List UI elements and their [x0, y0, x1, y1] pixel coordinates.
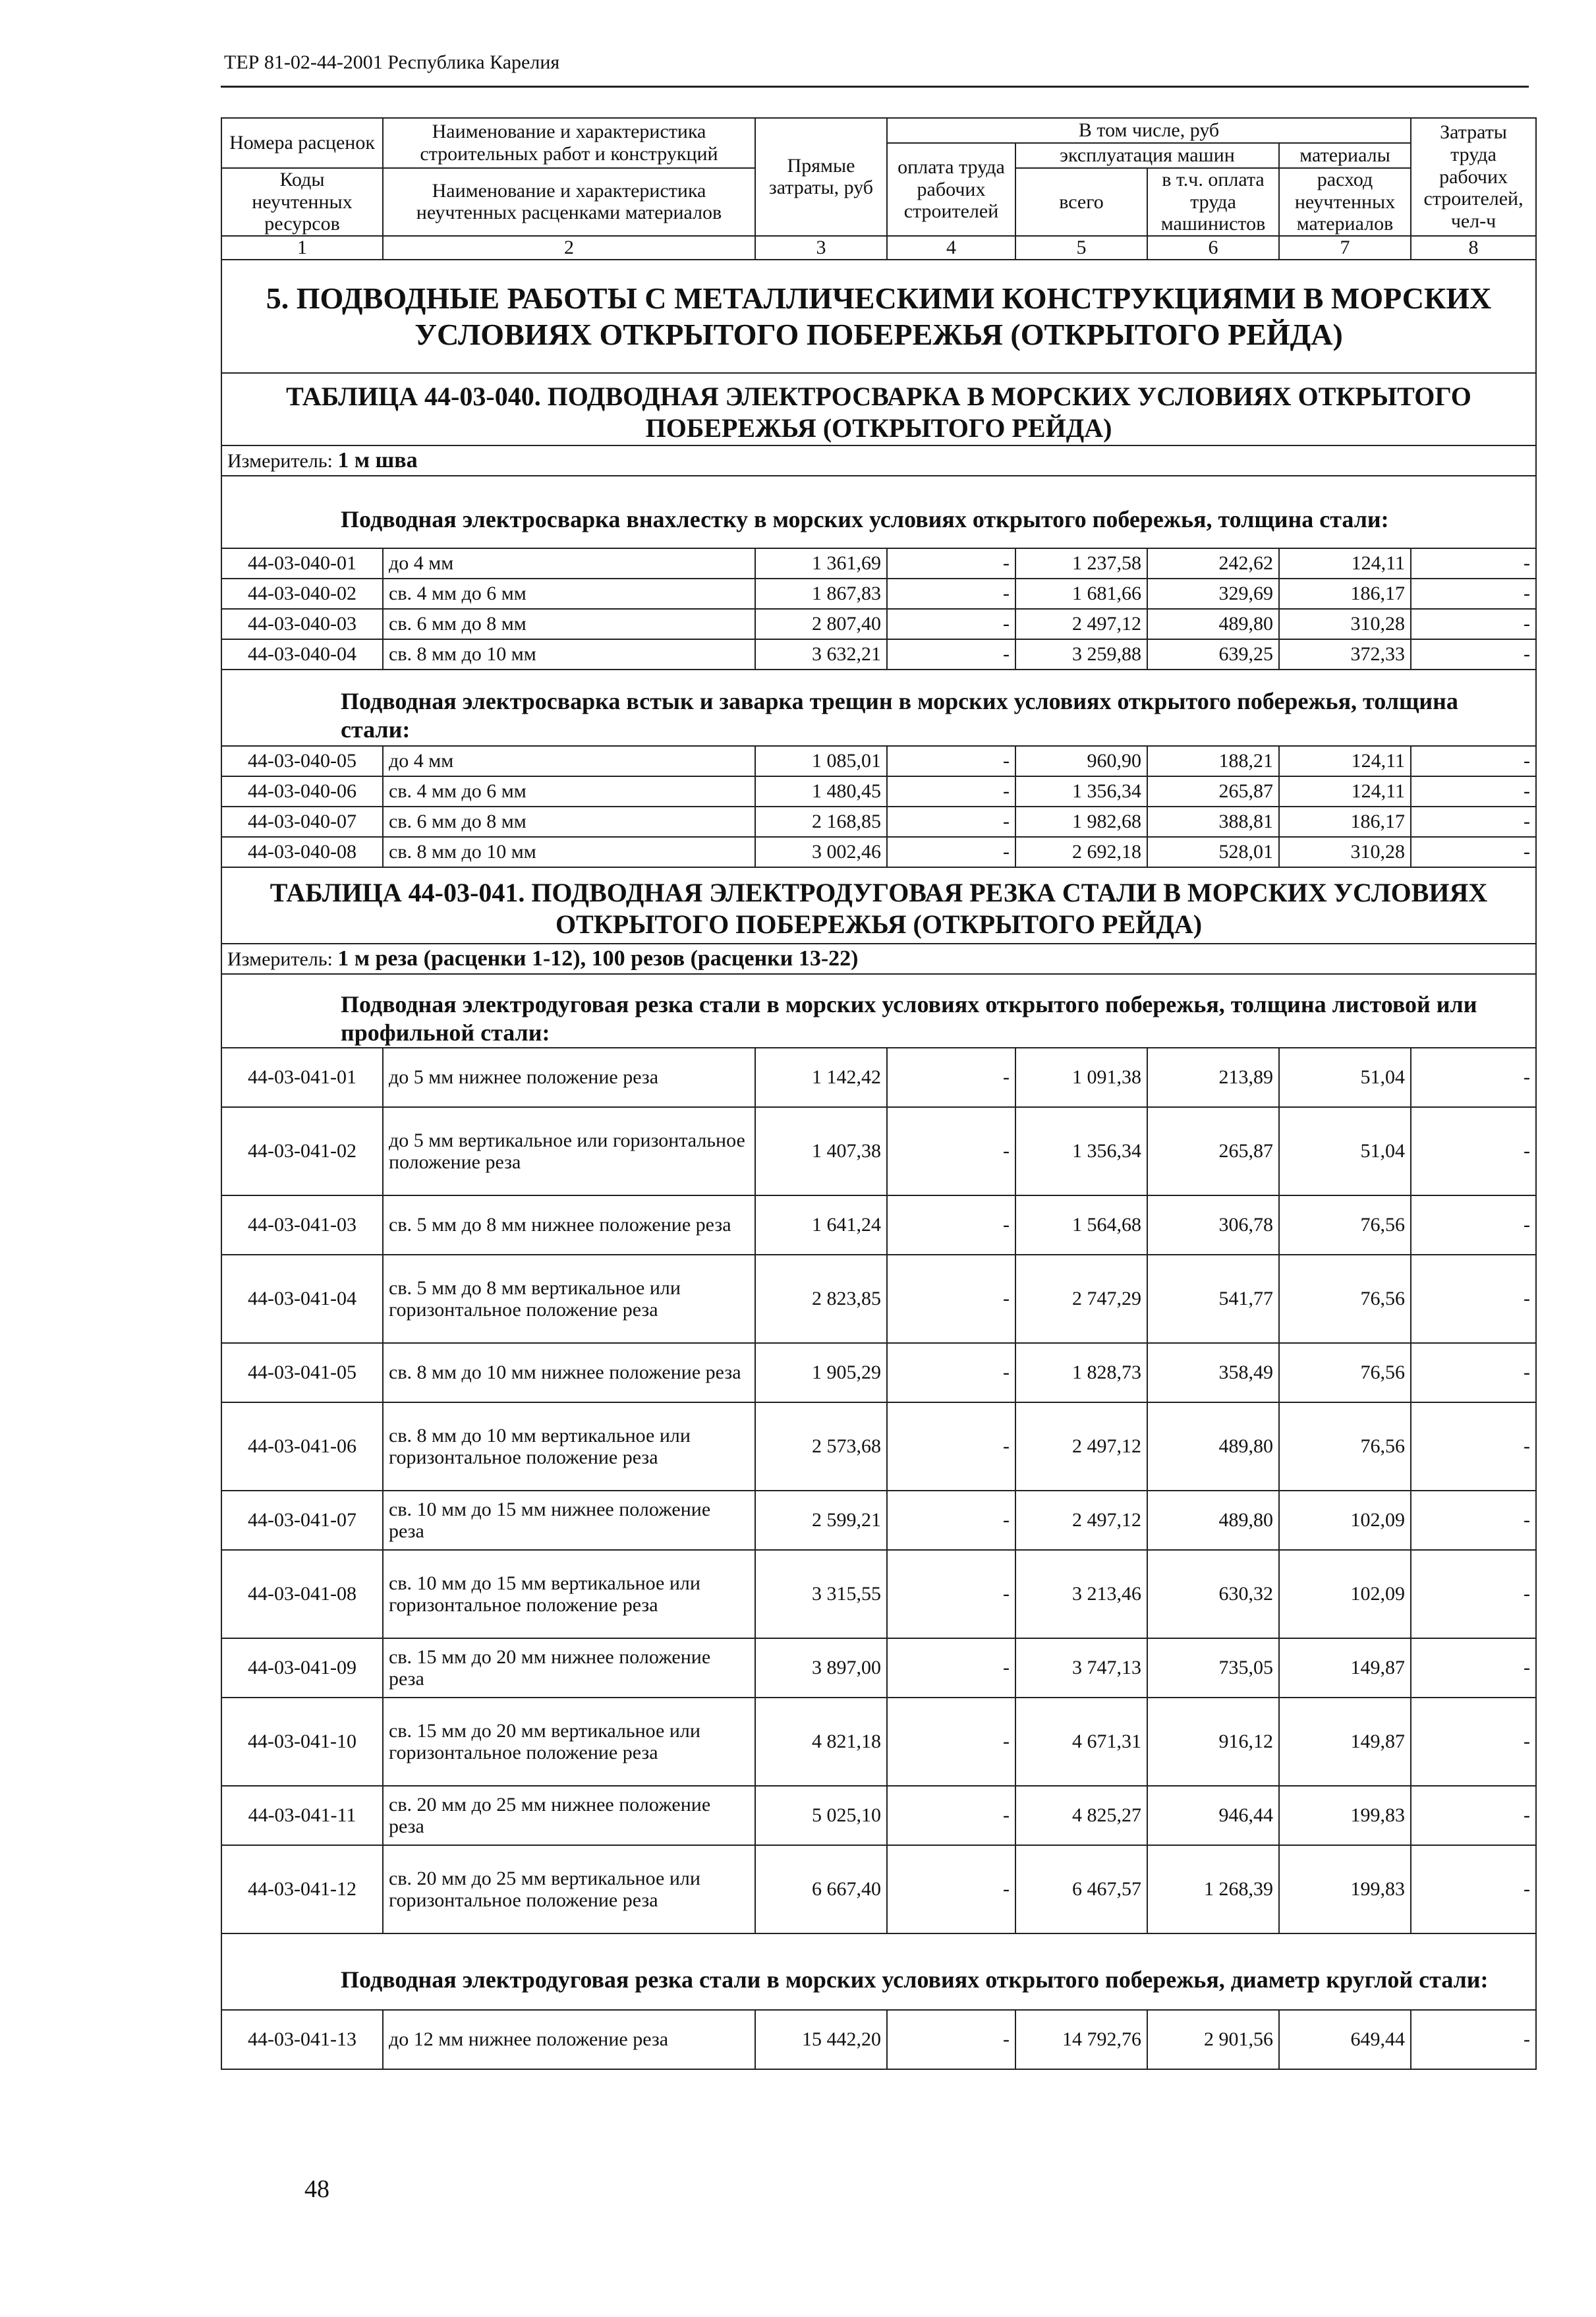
cell-num: 4 821,18	[755, 1698, 887, 1786]
cell-name: св. 5 мм до 8 мм вертикальное или горизонтальное положение реза	[383, 1255, 755, 1343]
cell-num: 2 497,12	[1015, 1402, 1147, 1491]
cell-name: св. 6 мм до 8 мм	[383, 807, 755, 837]
cell-num: 3 747,13	[1015, 1638, 1147, 1698]
cell-name: до 4 мм	[383, 746, 755, 776]
table-row	[221, 1343, 1536, 1402]
section-title-row	[221, 260, 1536, 373]
cell-code: 44-03-040-02	[221, 579, 383, 609]
cell-num: 2 497,12	[1015, 1491, 1147, 1550]
cell-num: 1 142,42	[755, 1048, 887, 1107]
cell-code: 44-03-041-10	[221, 1698, 383, 1786]
cell-dash: -	[1411, 1048, 1536, 1107]
cell-num: 4 825,27	[1015, 1786, 1147, 1845]
cell-num: 639,25	[1147, 639, 1279, 670]
cell-num: 102,09	[1279, 1491, 1411, 1550]
cell-dash: -	[1411, 1107, 1536, 1195]
cell-dash: -	[887, 746, 1015, 776]
cell-num: 358,49	[1147, 1343, 1279, 1402]
cell-code: 44-03-041-09	[221, 1638, 383, 1698]
cell-num: 2 573,68	[755, 1402, 887, 1491]
cell-dash: -	[887, 1638, 1015, 1698]
cell-num: 1 407,38	[755, 1107, 887, 1195]
cell-num: 4 671,31	[1015, 1698, 1147, 1786]
cell-num: 489,80	[1147, 609, 1279, 639]
cell-dash: -	[1411, 1402, 1536, 1491]
cell-num: 1 268,39	[1147, 1845, 1279, 1933]
cell-num: 265,87	[1147, 1107, 1279, 1195]
cell-num: 1 085,01	[755, 746, 887, 776]
cell-num: 3 259,88	[1015, 639, 1147, 670]
cell-code: 44-03-041-08	[221, 1550, 383, 1638]
measure-label: Измеритель:	[227, 449, 333, 472]
cell-num: 1 480,45	[755, 776, 887, 807]
cell-num: 124,11	[1279, 776, 1411, 807]
cell-dash: -	[1411, 776, 1536, 807]
cell-dash: -	[1411, 1638, 1536, 1698]
header-col6: в т.ч. оплата труда машинистов	[1147, 168, 1279, 236]
cell-name: до 12 мм нижнее положение реза	[383, 2010, 755, 2069]
cell-name: до 5 мм вертикальное или горизонтальное положение реза	[383, 1107, 755, 1195]
cell-name: св. 5 мм до 8 мм нижнее положение реза	[383, 1195, 755, 1255]
cell-dash: -	[1411, 837, 1536, 867]
table-row	[221, 639, 1536, 670]
cell-dash: -	[887, 807, 1015, 837]
cell-num: 3 315,55	[755, 1550, 887, 1638]
cell-num: 1 091,38	[1015, 1048, 1147, 1107]
cell-name: св. 15 мм до 20 мм вертикальное или горизонтальное положение реза	[383, 1698, 755, 1786]
table-row	[221, 1638, 1536, 1698]
cell-code: 44-03-040-08	[221, 837, 383, 867]
table-row	[221, 1255, 1536, 1343]
cell-dash: -	[887, 837, 1015, 867]
page-number: 48	[304, 2175, 329, 2203]
measure-value: 1 м реза (расценки 1-12), 100 резов (расценки 13-22)	[337, 946, 859, 971]
cell-name: св. 6 мм до 8 мм	[383, 609, 755, 639]
cell-dash: -	[887, 2010, 1015, 2069]
cell-name: св. 8 мм до 10 мм нижнее положение реза	[383, 1343, 755, 1402]
table-row	[221, 1107, 1536, 1195]
table-040-group2-title-row	[221, 670, 1536, 746]
cell-num: 15 442,20	[755, 2010, 887, 2069]
cell-dash: -	[1411, 746, 1536, 776]
cell-num: 1 982,68	[1015, 807, 1147, 837]
header-group: В том числе, руб	[887, 118, 1411, 143]
cell-name: св. 4 мм до 6 мм	[383, 776, 755, 807]
cell-num: 149,87	[1279, 1638, 1411, 1698]
cell-dash: -	[1411, 1255, 1536, 1343]
cell-dash: -	[887, 1491, 1015, 1550]
cell-num: 188,21	[1147, 746, 1279, 776]
cell-num: 76,56	[1279, 1255, 1411, 1343]
cell-num: 372,33	[1279, 639, 1411, 670]
cell-name: св. 10 мм до 15 мм нижнее положение реза	[383, 1491, 755, 1550]
cell-num: 2 168,85	[755, 807, 887, 837]
cell-code: 44-03-041-11	[221, 1786, 383, 1845]
cell-code: 44-03-040-04	[221, 639, 383, 670]
header-rule	[221, 86, 1529, 88]
cell-num: 5 025,10	[755, 1786, 887, 1845]
table-row	[221, 746, 1536, 776]
cell-num: 1 867,83	[755, 579, 887, 609]
cell-dash: -	[887, 1698, 1015, 1786]
table-040-group2-title: Подводная электросварка встык и заварка трещин в морских условиях открытого побережья, толщина стали:	[221, 670, 1536, 746]
header-col4: оплата труда рабочих строителей	[887, 143, 1015, 236]
column-number: 7	[1279, 236, 1411, 260]
cell-num: 14 792,76	[1015, 2010, 1147, 2069]
table-041-title: ТАБЛИЦА 44-03-041. ПОДВОДНАЯ ЭЛЕКТРОДУГОВАЯ РЕЗКА СТАЛИ В МОРСКИХ УСЛОВИЯХ ОТКРЫТОГО ПОБЕРЕЖЬЯ (ОТКРЫТОГО РЕЙДА)	[221, 867, 1536, 944]
table-row	[221, 609, 1536, 639]
table-041-group1-title: Подводная электродуговая резка стали в морских условиях открытого побережья, толщина листовой или профильной стали:	[221, 974, 1536, 1048]
cell-dash: -	[887, 1550, 1015, 1638]
cell-num: 51,04	[1279, 1107, 1411, 1195]
cell-dash: -	[887, 579, 1015, 609]
cell-dash: -	[1411, 1195, 1536, 1255]
cell-dash: -	[887, 548, 1015, 579]
cell-dash: -	[1411, 1845, 1536, 1933]
cell-code: 44-03-041-01	[221, 1048, 383, 1107]
cell-name: св. 15 мм до 20 мм нижнее положение реза	[383, 1638, 755, 1698]
table-040-measure	[221, 445, 1536, 476]
cell-num: 149,87	[1279, 1698, 1411, 1786]
cell-num: 1 641,24	[755, 1195, 887, 1255]
cell-num: 1 828,73	[1015, 1343, 1147, 1402]
cell-code: 44-03-040-06	[221, 776, 383, 807]
table-row	[221, 2010, 1536, 2069]
cell-num: 2 599,21	[755, 1491, 887, 1550]
column-number-row	[221, 236, 1536, 260]
cell-dash: -	[1411, 1491, 1536, 1550]
cell-dash: -	[887, 639, 1015, 670]
cell-num: 1 681,66	[1015, 579, 1147, 609]
cell-dash: -	[887, 1343, 1015, 1402]
cell-code: 44-03-040-05	[221, 746, 383, 776]
cell-dash: -	[1411, 639, 1536, 670]
table-row	[221, 1786, 1536, 1845]
cell-num: 960,90	[1015, 746, 1147, 776]
cell-dash: -	[887, 1048, 1015, 1107]
cell-num: 3 213,46	[1015, 1550, 1147, 1638]
cell-num: 1 905,29	[755, 1343, 887, 1402]
cell-num: 3 632,21	[755, 639, 887, 670]
cell-num: 2 807,40	[755, 609, 887, 639]
header-col5: всего	[1015, 168, 1147, 236]
table-041-measure	[221, 944, 1536, 974]
column-number: 5	[1015, 236, 1147, 260]
rates-table	[221, 117, 1537, 2070]
cell-code: 44-03-041-12	[221, 1845, 383, 1933]
header-row	[221, 118, 1536, 143]
cell-num: 199,83	[1279, 1786, 1411, 1845]
group-title-row	[221, 476, 1536, 548]
cell-num: 306,78	[1147, 1195, 1279, 1255]
cell-num: 2 497,12	[1015, 609, 1147, 639]
cell-name: св. 8 мм до 10 мм	[383, 837, 755, 867]
cell-num: 310,28	[1279, 837, 1411, 867]
measure-row	[221, 445, 1536, 476]
cell-name: св. 8 мм до 10 мм	[383, 639, 755, 670]
table-041-group2-title: Подводная электродуговая резка стали в морских условиях открытого побережья, диаметр круглой стали:	[221, 1933, 1536, 2010]
cell-num: 388,81	[1147, 807, 1279, 837]
table-row	[221, 1402, 1536, 1491]
table-row	[221, 579, 1536, 609]
cell-dash: -	[1411, 1550, 1536, 1638]
cell-num: 3 897,00	[755, 1638, 887, 1698]
cell-dash: -	[1411, 1786, 1536, 1845]
cell-num: 2 692,18	[1015, 837, 1147, 867]
header-col2-top: Наименование и характеристика строительных работ и конструкций	[383, 118, 755, 168]
table-row	[221, 776, 1536, 807]
table-title-row	[221, 373, 1536, 445]
cell-dash: -	[1411, 609, 1536, 639]
cell-num: 2 823,85	[755, 1255, 887, 1343]
measure-value: 1 м шва	[337, 447, 418, 472]
header-col8: Затраты труда рабочих строителей, чел-ч	[1411, 118, 1536, 236]
table-040-title: ТАБЛИЦА 44-03-040. ПОДВОДНАЯ ЭЛЕКТРОСВАРКА В МОРСКИХ УСЛОВИЯХ ОТКРЫТОГО ПОБЕРЕЖЬЯ (ОТКРЫТОГО РЕЙДА)	[221, 373, 1536, 445]
cell-code: 44-03-041-03	[221, 1195, 383, 1255]
measure-row	[221, 944, 1536, 974]
page-header: ТЕР 81-02-44-2001 Республика Карелия	[224, 51, 560, 73]
cell-num: 649,44	[1279, 2010, 1411, 2069]
measure-label: Измеритель:	[227, 948, 333, 970]
cell-num: 102,09	[1279, 1550, 1411, 1638]
section-title: 5. ПОДВОДНЫЕ РАБОТЫ С МЕТАЛЛИЧЕСКИМИ КОНСТРУКЦИЯМИ В МОРСКИХ УСЛОВИЯХ ОТКРЫТОГО ПОБЕРЕЖЬЯ (ОТКРЫТОГО РЕЙДА)	[221, 260, 1536, 373]
cell-num: 2 901,56	[1147, 2010, 1279, 2069]
cell-num: 528,01	[1147, 837, 1279, 867]
cell-num: 6 667,40	[755, 1845, 887, 1933]
table-041-group2-title-row	[221, 1933, 1536, 2010]
table-row	[221, 1048, 1536, 1107]
cell-num: 946,44	[1147, 1786, 1279, 1845]
cell-dash: -	[887, 1107, 1015, 1195]
header-materials: материалы	[1279, 143, 1411, 168]
cell-dash: -	[1411, 1698, 1536, 1786]
table-row	[221, 807, 1536, 837]
cell-dash: -	[887, 1195, 1015, 1255]
cell-dash: -	[1411, 548, 1536, 579]
cell-name: св. 8 мм до 10 мм вертикальное или горизонтальное положение реза	[383, 1402, 755, 1491]
cell-dash: -	[887, 1255, 1015, 1343]
cell-num: 541,77	[1147, 1255, 1279, 1343]
cell-num: 124,11	[1279, 746, 1411, 776]
cell-dash: -	[887, 1786, 1015, 1845]
table-row	[221, 1698, 1536, 1786]
header-col7: расход неучтенных материалов	[1279, 168, 1411, 236]
cell-dash: -	[1411, 579, 1536, 609]
cell-code: 44-03-041-02	[221, 1107, 383, 1195]
cell-num: 2 747,29	[1015, 1255, 1147, 1343]
column-number: 8	[1411, 236, 1536, 260]
cell-num: 310,28	[1279, 609, 1411, 639]
cell-num: 489,80	[1147, 1491, 1279, 1550]
cell-num: 735,05	[1147, 1638, 1279, 1698]
cell-name: до 5 мм нижнее положение реза	[383, 1048, 755, 1107]
cell-num: 1 564,68	[1015, 1195, 1147, 1255]
column-number: 1	[221, 236, 383, 260]
cell-code: 44-03-040-01	[221, 548, 383, 579]
table-041-title-row	[221, 867, 1536, 944]
column-number: 3	[755, 236, 887, 260]
table-041-group1-title-row	[221, 974, 1536, 1048]
table-row	[221, 548, 1536, 579]
table-row	[221, 1195, 1536, 1255]
cell-num: 76,56	[1279, 1195, 1411, 1255]
cell-dash: -	[1411, 807, 1536, 837]
cell-dash: -	[887, 609, 1015, 639]
column-number: 2	[383, 236, 755, 260]
cell-name: св. 20 мм до 25 мм вертикальное или горизонтальное положение реза	[383, 1845, 755, 1933]
table-row	[221, 1845, 1536, 1933]
cell-dash: -	[887, 1845, 1015, 1933]
cell-dash: -	[1411, 1343, 1536, 1402]
cell-num: 51,04	[1279, 1048, 1411, 1107]
cell-num: 199,83	[1279, 1845, 1411, 1933]
header-col3: Прямые затраты, руб	[755, 118, 887, 236]
header-col1-bottom: Коды неучтенных ресурсов	[221, 168, 383, 236]
cell-num: 1 356,34	[1015, 1107, 1147, 1195]
cell-num: 186,17	[1279, 579, 1411, 609]
cell-num: 186,17	[1279, 807, 1411, 837]
table-row	[221, 1491, 1536, 1550]
header-machines: эксплуатация машин	[1015, 143, 1279, 168]
cell-num: 265,87	[1147, 776, 1279, 807]
cell-num: 916,12	[1147, 1698, 1279, 1786]
cell-code: 44-03-041-13	[221, 2010, 383, 2069]
cell-dash: -	[887, 1402, 1015, 1491]
cell-num: 3 002,46	[755, 837, 887, 867]
column-number: 6	[1147, 236, 1279, 260]
cell-num: 1 237,58	[1015, 548, 1147, 579]
cell-num: 329,69	[1147, 579, 1279, 609]
cell-num: 242,62	[1147, 548, 1279, 579]
cell-num: 1 361,69	[755, 548, 887, 579]
cell-name: св. 4 мм до 6 мм	[383, 579, 755, 609]
cell-num: 76,56	[1279, 1343, 1411, 1402]
table-040-group1-title: Подводная электросварка внахлестку в морских условиях открытого побережья, толщина стали:	[221, 476, 1536, 548]
cell-num: 76,56	[1279, 1402, 1411, 1491]
cell-code: 44-03-041-05	[221, 1343, 383, 1402]
header-col2-bottom: Наименование и характеристика неучтенных расценками материалов	[383, 168, 755, 236]
cell-num: 124,11	[1279, 548, 1411, 579]
cell-code: 44-03-040-07	[221, 807, 383, 837]
cell-name: до 4 мм	[383, 548, 755, 579]
cell-name: св. 20 мм до 25 мм нижнее положение реза	[383, 1786, 755, 1845]
header-col1-top: Номера расценок	[221, 118, 383, 168]
cell-num: 630,32	[1147, 1550, 1279, 1638]
column-number: 4	[887, 236, 1015, 260]
cell-code: 44-03-041-06	[221, 1402, 383, 1491]
cell-dash: -	[887, 776, 1015, 807]
cell-dash: -	[1411, 2010, 1536, 2069]
cell-code: 44-03-040-03	[221, 609, 383, 639]
cell-num: 6 467,57	[1015, 1845, 1147, 1933]
cell-num: 213,89	[1147, 1048, 1279, 1107]
cell-code: 44-03-041-07	[221, 1491, 383, 1550]
cell-name: св. 10 мм до 15 мм вертикальное или горизонтальное положение реза	[383, 1550, 755, 1638]
table-row	[221, 1550, 1536, 1638]
cell-num: 1 356,34	[1015, 776, 1147, 807]
cell-num: 489,80	[1147, 1402, 1279, 1491]
table-row	[221, 837, 1536, 867]
cell-code: 44-03-041-04	[221, 1255, 383, 1343]
